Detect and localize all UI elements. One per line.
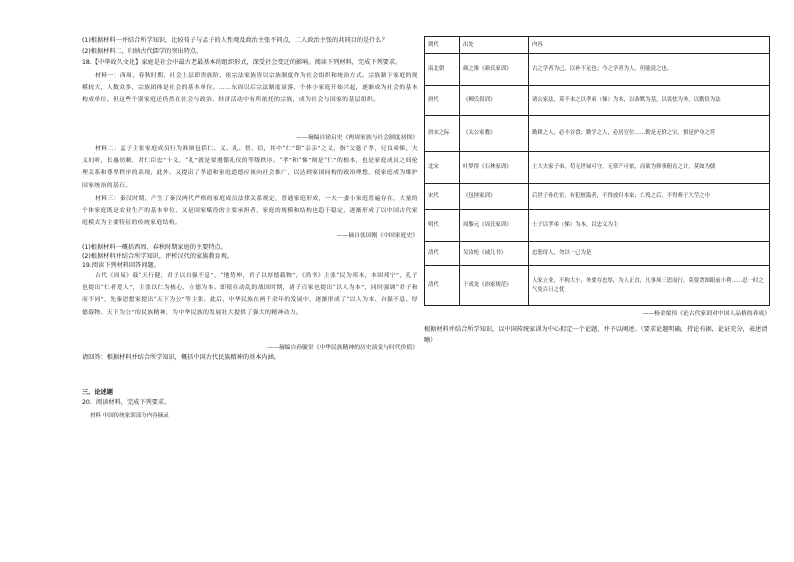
table-source: ——杨金梁伟《论古代家训对中国人品格的养成》 — [642, 311, 770, 317]
cell-content: 士子以孝弟（悌）为本，以忠义为主 — [529, 210, 770, 242]
table-row — [425, 242, 770, 266]
header-content: 内容 — [529, 37, 770, 54]
header-source: 出处 — [460, 37, 529, 54]
cell-dynasty: 清代 — [425, 266, 460, 306]
cell-source: 《太公家教》 — [460, 116, 529, 152]
header-dynasty: 朝代 — [425, 37, 460, 54]
right-column — [424, 36, 770, 346]
cell-content: 后世子孙仕宦，有犯赃滥者，不得放归本家；亡殁之后，不得葬于大茔之中 — [529, 184, 770, 210]
table-row — [425, 266, 770, 306]
material-3: 材料三：秦汉时期，产生了秦汉两代严格的家庭成员法律关系规定，普通家庭形成，一夫一妻小家庭普遍存在，大量的个体家庭既是农业生产的基本单位，又是国家赋役的主要承担者，家庭的规模和结构也趋于稳定，逐渐形成了以中国古代家庭模式为主要特征的传统家庭结构。 — [82, 196, 418, 227]
cell-content: 古之学者为己，以补不足也；今之学者为人，但能说之也。 — [529, 54, 770, 86]
cell-content: 士大夫家子弟，苟无世禄可守，无常产可依，而欲为仰事俯育之计，莫如为儒 — [529, 152, 770, 184]
cell-source: 《包拯家训》 — [460, 184, 529, 210]
table-row — [425, 210, 770, 242]
cell-source: 吴汝纶《诫儿书》 — [460, 242, 529, 266]
cell-dynasty: 南北朝 — [425, 54, 460, 86]
material-19: 古代《周易》载“天行健，君子以自强不息”，“地势坤，君子以厚德载物”，《尚书》主张“民为邦本，本固邦宁”，孔子也提出“仁者爱人”，主张以仁为核心，立德为本。即使在动乱的战国时期，诸子百家也提出“以人为本”，同时强调“君子和而不同”，先秦思想家提出“天下为公”等主张。此后，中华民族在两千余年的发展中，逐渐形成了“以人为本、自强不息、厚德载物、天下为公”的民族精神，为中华民族的发展壮大提供了强大的精神动力。 — [82, 273, 418, 316]
cell-dynasty: 宋代 — [425, 184, 460, 210]
cell-source: 周黎元《周氏家训》 — [460, 210, 529, 242]
material-1-source: ——摘编自徐启史《两周家族与社会制度初探》 — [296, 135, 418, 141]
material-1: 材料一：西周、春秋时期，社会上层即贵族阶，依宗法家族皆以宗族制度作为社会组织和统治方式。宗族制下家庭的规模较大，人数众多，宗族团体是社会的基本单位。……东周以后宗法制度衰落，个体小家庭开始兴起，逐渐成为社会的基本构成单位。但这些个别家庭还仍然在社会与政治、经济活动中有所依托的宗族，成为社会与国家的基层组织。 — [82, 73, 418, 104]
question-18-1: (1)根据材料一概括西周、春秋时期家庭的主要特点。 — [82, 244, 227, 251]
cell-content: 人家立业，不拘大小，务要存忠厚，为人正直，凡事须三思而行，莫要贪图眼前小利……忍一时之气免百日之忧 — [529, 266, 770, 306]
cell-dynasty: 唐代 — [425, 86, 460, 116]
question-2: (2)根据材料二，归纳古代儒学的突出特点。 — [82, 48, 203, 55]
cell-content: 勤耕之人，必丰谷食；勤学之人，必居官位……勤是无价之宝，慎是护身之符 — [529, 116, 770, 152]
table-row — [425, 54, 770, 86]
cell-dynasty: 北宋 — [425, 152, 460, 184]
question-20-ask: 根据材料并结合所学知识，以中国传统家训为中心拟定一个论题，并予以阐述。（要求论题明确，持论有据，论证充分，表述清晰） — [424, 326, 768, 344]
question-19: 19.阅读下列材料回答问题。 — [82, 262, 160, 269]
family-precepts-table — [424, 36, 770, 306]
material-2: 材料二：孟子主张家庭成员行为准则包括仁、义、礼、智、信，其中“仁”即“亲亲”之义，指“父慈子孝，兄良弟悌，夫义妇听，长惠幼顺，君仁臣忠”十义，“礼”就是要遵循礼仪的等级秩序。“孝”和“悌”则是“仁”的根本，也是家庭成员之间伦理关系和尊卑秩序的表现，此外，又提出了孝道和家庭道德应该向社会推广，以达到家国同构的政治理想，使家庭成为维护国家统治的基石。 — [82, 146, 418, 189]
cell-source: 于成龙《治家规范》 — [460, 266, 529, 306]
table-row — [425, 86, 770, 116]
cell-content: 诸公家法，莫不本之以孝弟（悌）为本，以恭默为基，以畏怯为务，以勤俭为法 — [529, 86, 770, 116]
cell-source: 叶梦得《石林家训》 — [460, 152, 529, 184]
material-20-caption: 材料 中国传统家训部分内容摘录 — [90, 413, 169, 419]
cell-content: 忠恕待人，勿以一己为是 — [529, 242, 770, 266]
question-18-2: (2)根据材料并结合所学知识，评析汉代的家族教育观。 — [82, 253, 234, 260]
left-column — [82, 36, 418, 421]
cell-dynasty: 清代 — [425, 242, 460, 266]
cell-source: 《柳氏叙训》 — [460, 86, 529, 116]
table-row — [425, 152, 770, 184]
question-1: (1)根据材料一并结合所学知识，比较荀子与孟子的人性观及政治主张不同点，二人政治主张的共同目的是什么？ — [82, 37, 388, 44]
table-header-row — [425, 37, 770, 54]
question-18: 18.【中华故久文化】家庭是社会中最古老最基本的组织形式，深受社会变迁的影响。阅读下列材料，完成下列要求。 — [82, 59, 402, 66]
cell-source: 颜之推《颜氏家训》 — [460, 54, 529, 86]
material-3-source: ——摘自张国刚《中国家庭史》 — [336, 233, 418, 239]
table-row — [425, 184, 770, 210]
question-19-ask: 请回答：根据材料并结合所学知识，概括中国古代民族精神的基本内涵。 — [82, 354, 280, 361]
cell-dynasty: 明代 — [425, 210, 460, 242]
cell-dynasty: 唐宋之际 — [425, 116, 460, 152]
question-20: 20．阅读材料，完成下列要求。 — [82, 399, 171, 406]
material-19-source: ——摘编自孙毓堂《中华民族精神的历史演变与时代价值》 — [267, 345, 418, 351]
table-row — [425, 116, 770, 152]
section-3-heading: 三、论述题 — [82, 389, 113, 396]
